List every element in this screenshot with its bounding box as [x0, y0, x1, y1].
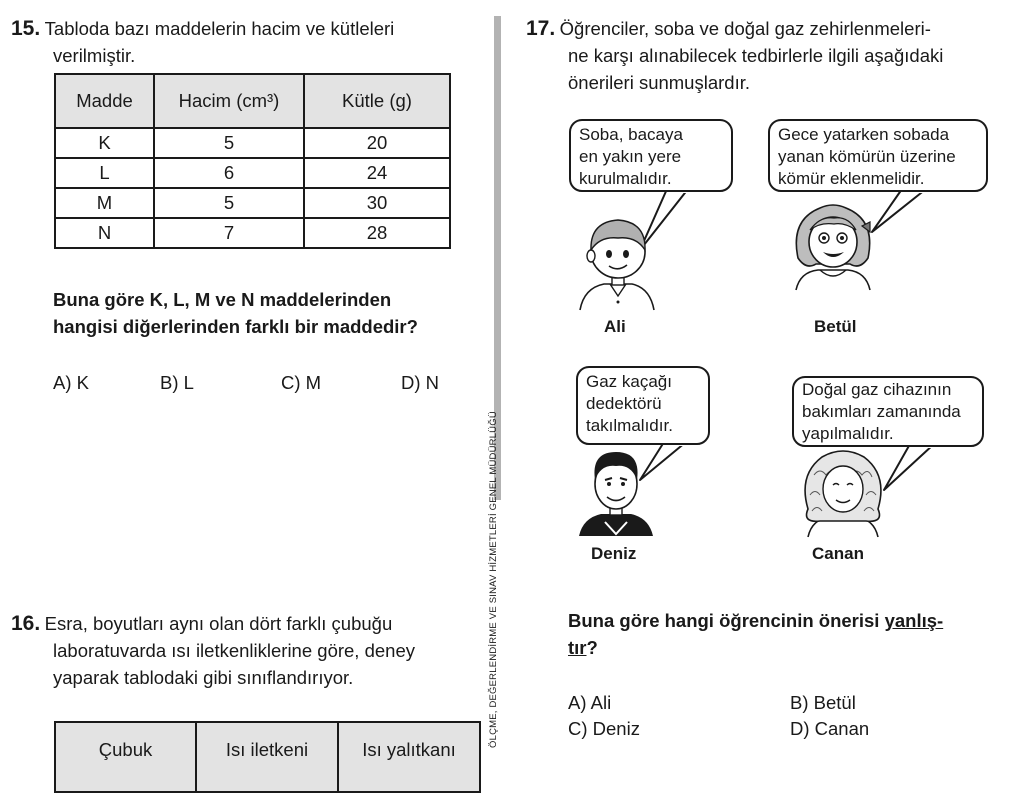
speech-bubble-ali	[569, 119, 733, 192]
q15-text-line1: Tabloda bazı maddelerin hacim ve kütleleri	[44, 18, 395, 39]
q16-header-iletken: Isı iletkeni	[196, 722, 338, 792]
bubble-line: yanan kömürün üzerine	[778, 147, 956, 166]
q17-question-underlined2: tır	[568, 637, 587, 658]
table-cell: M	[55, 188, 154, 218]
table-cell: 24	[304, 158, 450, 188]
student-name-canan: Canan	[812, 544, 864, 563]
speech-bubble-deniz	[576, 366, 710, 445]
q15-number: 15.	[11, 17, 41, 40]
q15-option-c[interactable]: C) M	[281, 372, 322, 393]
table-cell: 7	[154, 218, 304, 248]
q15-header-kutle: Kütle (g)	[304, 74, 450, 128]
q16-header-yalitkan: Isı yalıtkanı	[338, 722, 480, 792]
q17-option-c[interactable]: C) Deniz	[568, 718, 640, 739]
q17-question-line1	[568, 608, 943, 633]
table-cell: L	[55, 158, 154, 188]
bubble-line: Doğal gaz cihazının	[802, 380, 952, 399]
bubble-line: Gaz kaçağı	[586, 372, 672, 391]
table-cell: 28	[304, 218, 450, 248]
q17-option-a[interactable]: A) Ali	[568, 692, 612, 713]
table-cell: 30	[304, 188, 450, 218]
speech-bubble-canan	[792, 376, 984, 447]
q15-option-b[interactable]: B) L	[160, 372, 194, 393]
ali-illustration-icon	[578, 210, 658, 310]
q17-question-part1: Buna göre hangi öğrencinin önerisi	[568, 610, 885, 631]
table-cell: 20	[304, 128, 450, 158]
canan-illustration-icon	[800, 445, 886, 537]
bubble-line: kömür eklenmelidir.	[778, 169, 925, 188]
bubble-line: kurulmalıdır.	[579, 169, 672, 188]
bubble-line: bakımları zamanında	[802, 402, 961, 421]
q17-text-line3: önerileri sunmuşlardır.	[568, 72, 750, 93]
table-cell: 5	[154, 188, 304, 218]
q17-option-d[interactable]: D) Canan	[790, 718, 870, 739]
q15-header-hacim: Hacim (cm³)	[154, 74, 304, 128]
student-name-betul: Betül	[814, 317, 857, 336]
betul-illustration-icon	[790, 200, 876, 290]
q15-header-madde: Madde	[55, 74, 154, 128]
q17-question-underlined1: yanlış-	[884, 610, 944, 631]
q16-text-line2: laboratuvarda ısı iletkenliklerine göre, deney	[53, 640, 415, 661]
student-name-deniz: Deniz	[591, 544, 637, 563]
table-cell: 5	[154, 128, 304, 158]
bubble-line: takılmalıdır.	[586, 416, 673, 435]
bubble-line: dedektörü	[586, 394, 662, 413]
table-cell: K	[55, 128, 154, 158]
q17-number: 17.	[526, 17, 556, 40]
q17-text-line2: ne karşı alınabilecek tedbirlerle ilgili aşağıdaki	[568, 45, 944, 66]
q15-option-d[interactable]: D) N	[401, 372, 440, 393]
bubble-line: en yakın yere	[579, 147, 682, 166]
q16-text-line1: Esra, boyutları aynı olan dört farklı çubuğu	[44, 613, 393, 634]
q17-question-line2	[568, 635, 598, 660]
table-cell: 6	[154, 158, 304, 188]
speech-bubble-betul	[768, 119, 988, 192]
q16-header-cubuk: Çubuk	[55, 722, 196, 792]
q17-question-end: ?	[586, 637, 598, 658]
q15-question-line2: hangisi diğerlerinden farklı bir maddedir?	[53, 316, 418, 337]
q16-text-line3: yaparak tablodaki gibi sınıflandırıyor.	[53, 667, 354, 688]
q15-text-line2: verilmiştir.	[53, 45, 136, 66]
q15-question-line1: Buna göre K, L, M ve N maddelerinden	[53, 289, 392, 310]
divider-vertical-text: ÖLÇME, DEĞERLENDİRME VE SINAV HİZMETLERİ GENEL MÜDÜRLÜĞÜ	[488, 411, 499, 748]
table-cell: N	[55, 218, 154, 248]
student-name-ali: Ali	[604, 317, 626, 336]
bubble-line: Gece yatarken sobada	[778, 125, 950, 144]
deniz-illustration-icon	[579, 446, 653, 536]
bubble-line: yapılmalıdır.	[802, 424, 894, 443]
q17-option-b[interactable]: B) Betül	[790, 692, 856, 713]
bubble-line: Soba, bacaya	[579, 125, 683, 144]
q16-number: 16.	[11, 612, 41, 635]
q17-text-line1: Öğrenciler, soba ve doğal gaz zehirlenmeleri-	[559, 18, 931, 39]
q15-option-a[interactable]: A) K	[53, 372, 89, 393]
